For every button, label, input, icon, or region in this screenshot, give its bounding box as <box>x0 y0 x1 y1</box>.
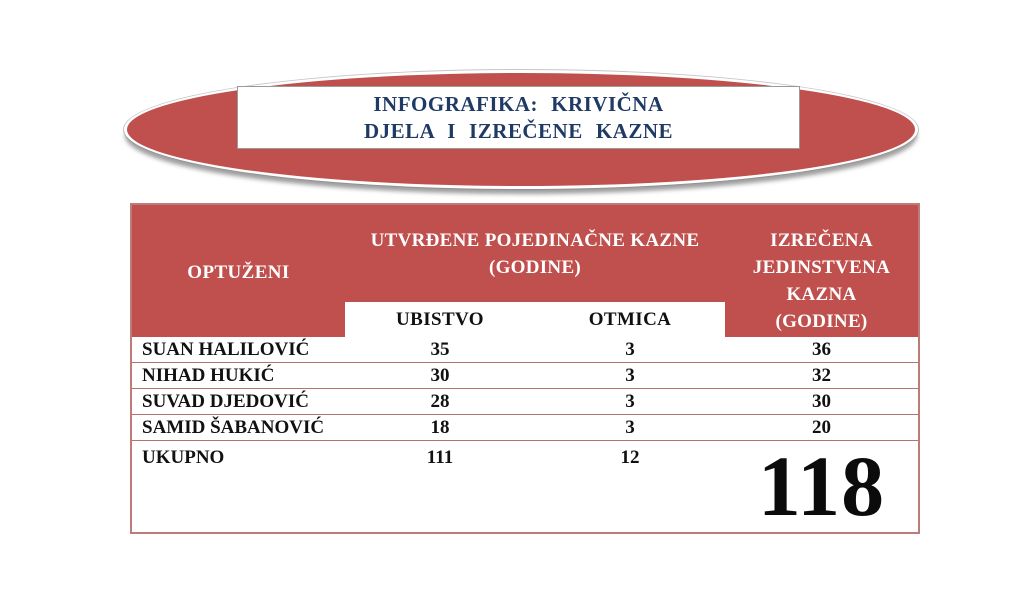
row-ubistvo: 35 <box>430 339 450 360</box>
subheader-otmica: OTMICA <box>588 308 672 330</box>
row-ukupna: 32 <box>812 365 831 386</box>
row-name: SUAN HALILOVIĆ <box>142 339 310 360</box>
table-header <box>132 205 918 337</box>
row-ubistvo: 28 <box>430 391 450 412</box>
header-group-line2: (GODINE) <box>488 257 582 278</box>
header-group-line1: UTVRĐENE POJEDINAČNE KAZNE <box>370 230 700 251</box>
table-row <box>132 337 918 363</box>
header-group-kazne <box>345 227 725 281</box>
row-otmica: 3 <box>625 365 635 386</box>
row-name: SUVAD DJEDOVIĆ <box>142 391 309 412</box>
row-otmica: 3 <box>625 417 635 438</box>
total-ubistvo: 111 <box>426 447 454 468</box>
banner-title-box <box>237 86 800 149</box>
row-ukupna: 20 <box>812 417 831 438</box>
header-optuzeni: OPTUŽENI <box>187 262 290 283</box>
subheader-strip <box>345 302 725 337</box>
row-otmica: 3 <box>625 339 635 360</box>
sentences-table <box>130 203 920 534</box>
banner-title-line1: INFOGRAFIKA: KRIVIČNA <box>373 91 664 116</box>
row-name: SAMID ŠABANOVIĆ <box>142 417 325 438</box>
row-name: NIHAD HUKIĆ <box>142 365 275 386</box>
header-col4-line3: KAZNA <box>786 284 857 305</box>
subheader-ubistvo: UBISTVO <box>396 308 484 330</box>
row-otmica: 3 <box>625 391 635 412</box>
total-otmica: 12 <box>620 447 640 468</box>
row-ukupna: 30 <box>812 391 831 412</box>
row-ubistvo: 30 <box>430 365 450 386</box>
row-ubistvo: 18 <box>430 417 450 438</box>
header-jedinstvena-kazna <box>725 227 918 335</box>
table-row <box>132 363 918 389</box>
header-col4-line2: JEDINSTVENA <box>752 257 891 278</box>
header-col4-line4: (GODINE) <box>775 311 868 332</box>
banner-title-line2: DJELA I IZREČENE KAZNE <box>363 118 674 143</box>
header-col4-line1: IZREČENA <box>770 230 873 251</box>
table-total-row <box>132 438 918 534</box>
total-ukupna-kazna: 118 <box>757 438 886 534</box>
total-label: UKUPNO <box>142 447 225 468</box>
row-ukupna: 36 <box>812 339 831 360</box>
table-row <box>132 389 918 415</box>
